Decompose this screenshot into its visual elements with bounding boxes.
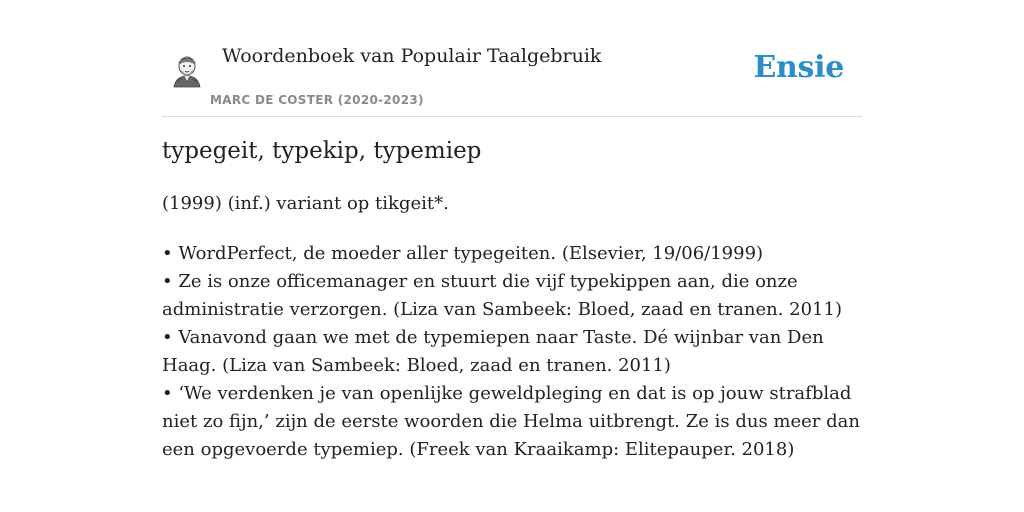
author-portrait-icon [170,52,204,88]
quote-item: • WordPerfect, de moeder aller typegeiten. (Elsevier, 19/06/1999) [162,243,764,264]
book-title[interactable]: Woordenboek van Populair Taalgebruik [222,45,602,67]
header [162,0,862,117]
quote-item: • Vanavond gaan we met de typemiepen naar Taste. Dé wijnbar van Den Haag. (Liza van Sambeek: Bloed, zaad en tranen. 2011) [162,327,824,376]
ensie-logo[interactable]: Ensie [753,50,844,85]
quote-item: • Ze is onze officemanager en stuurt die vijf typekippen aan, die onze administratie verzorgen. (Liza van Sambeek: Bloed, zaad en tranen. 2011) [162,271,842,320]
quote-list [162,240,862,464]
headword: typegeit, typekip, typemiep [162,138,482,164]
quote-item: • ‘We verdenken je van openlijke geweldpleging en dat is op jouw strafblad niet zo fijn,’ zijn de eerste woorden die Helma uitbrengt. Ze is dus meer dan een opgevoerde typemiep. (Freek van Kraaikamp: Elitepauper. 2018) [162,383,860,460]
book-author: MARC DE COSTER (2020-2023) [210,93,424,107]
definition: (1999) (inf.) variant op tikgeit*. [162,193,449,214]
page [162,0,862,512]
